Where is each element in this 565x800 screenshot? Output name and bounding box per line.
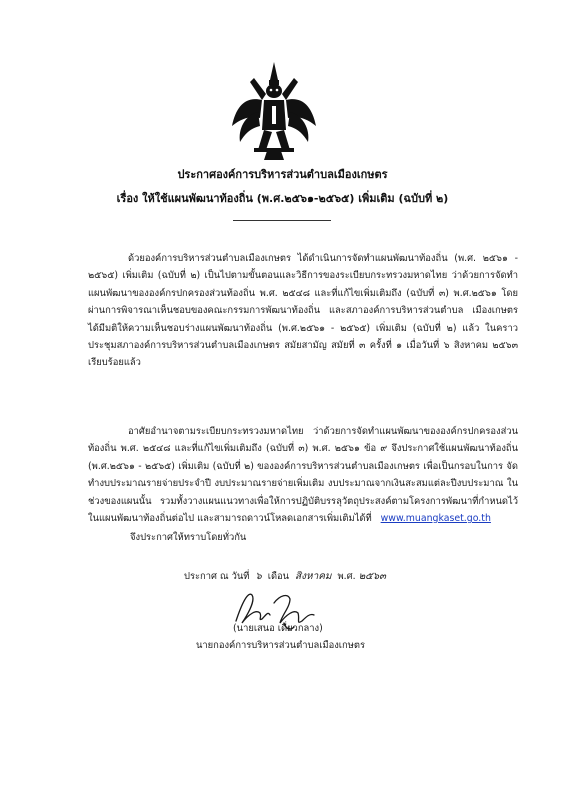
date-year: ๒๕๖๓ [358,571,386,582]
header-divider [233,220,331,221]
announcement-subject: เรื่อง ให้ใช้แผนพัฒนาท้องถิ่น (พ.ศ.๒๕๖๑-๒๕๖๕) เพิ่มเติม (ฉบับที่ ๒) [116,192,449,205]
date-day: ๖ [255,571,262,582]
website-link[interactable]: www.muangkaset.go.th [380,513,491,525]
announcement-closing: จึงประกาศให้ทราบโดยทั่วกัน [130,532,247,543]
announcement-date [184,570,386,584]
signer-title: นายกองค์การบริหารส่วนตำบลเมืองเกษตร [196,640,365,651]
paragraph-authority [88,423,518,527]
paragraph-background [88,250,518,372]
announcement-title: ประกาศองค์การบริหารส่วนตำบลเมืองเกษตร [177,168,388,181]
signer-name: (นายเสนอ เดี่ยวกลาง) [233,623,323,634]
paragraph-2-text: อาศัยอำนาจตามระเบียบกระทรวงมหาดไทย ว่าด้วยการจัดทำแผนพัฒนาขององค์กรปกครองส่วน ท้องถิ่น พ.ศ. ๒๕๔๘ และที่แก้ไขเพิ่มเติมถึง (ฉบับที่ ๓) พ.ศ. ๒๕๖๑ ข้อ ๙ จึงประกาศใช้แผนพัฒนาท้องถิ่น (พ.ศ.๒๕๖๑ - ๒๕๖๕) เพิ่มเติม (ฉบับที่ ๒) ขององค์การบริหารส่วนตำบลเมืองเกษตร เพื่อเป็นกรอบในการ จัดทำงบประมาณรายจ่ายประจำปี งบประมาณรายจ่ายเพิ่มเติม งบประมาณจากเงินสะสมแต่ละปีงบประมาณ ในช่วงของแผนนั้น รวมทั้งวางแผนแนวทางเพื่อให้การปฏิบัติบรรลุวัตถุประสงค์ตามโครงการพัฒนาที่กำหนดไว้ ในแผนพัฒนาท้องถิ่นต่อไป และสามารถดาวน์โหลดเอกสารเพิ่มเติมได้ที่ [88,426,518,525]
date-year-label: พ.ศ. [337,571,356,582]
date-prefix: ประกาศ ณ วันที่ [184,571,250,582]
date-month: สิงหาคม [295,571,332,582]
garuda-emblem-icon [228,60,320,162]
paragraph-1-text: ด้วยองค์การบริหารส่วนตำบลเมืองเกษตร ได้ดำเนินการจัดทำแผนพัฒนาท้องถิ่น (พ.ศ. ๒๕๖๑ - ๒๕๖๕) เพิ่มเติม (ฉบับที่ ๒) เป็นไปตามขั้นตอนและวิธีการของระเบียบกระทรวงมหาดไทย ว่าด้วยการจัดทำแผนพัฒนาขององค์กรปกครองส่วนท้องถิ่น พ.ศ. ๒๕๔๘ และที่แก้ไขเพิ่มเติมถึง (ฉบับที่ ๓) พ.ศ.๒๕๖๑ โดยผ่านการพิจารณาเห็นชอบของคณะกรรมการพัฒนาท้องถิ่น และสภาองค์การบริหารส่วนตำบล เมืองเกษตร ได้มีมติให้ความเห็นชอบร่างแผนพัฒนาท้องถิ่น (พ.ศ.๒๕๖๑ - ๒๕๖๕) เพิ่มเติม (ฉบับที่ ๒) แล้ว ในคราวประชุมสภาองค์การบริหารส่วนตำบลเมืองเกษตร สมัยสามัญ สมัยที่ ๓ ครั้งที่ ๑ เมื่อวันที่ ๖ สิงหาคม ๒๕๖๓ เรียบร้อยแล้ว [88,253,518,369]
date-month-label: เดือน [267,571,290,582]
